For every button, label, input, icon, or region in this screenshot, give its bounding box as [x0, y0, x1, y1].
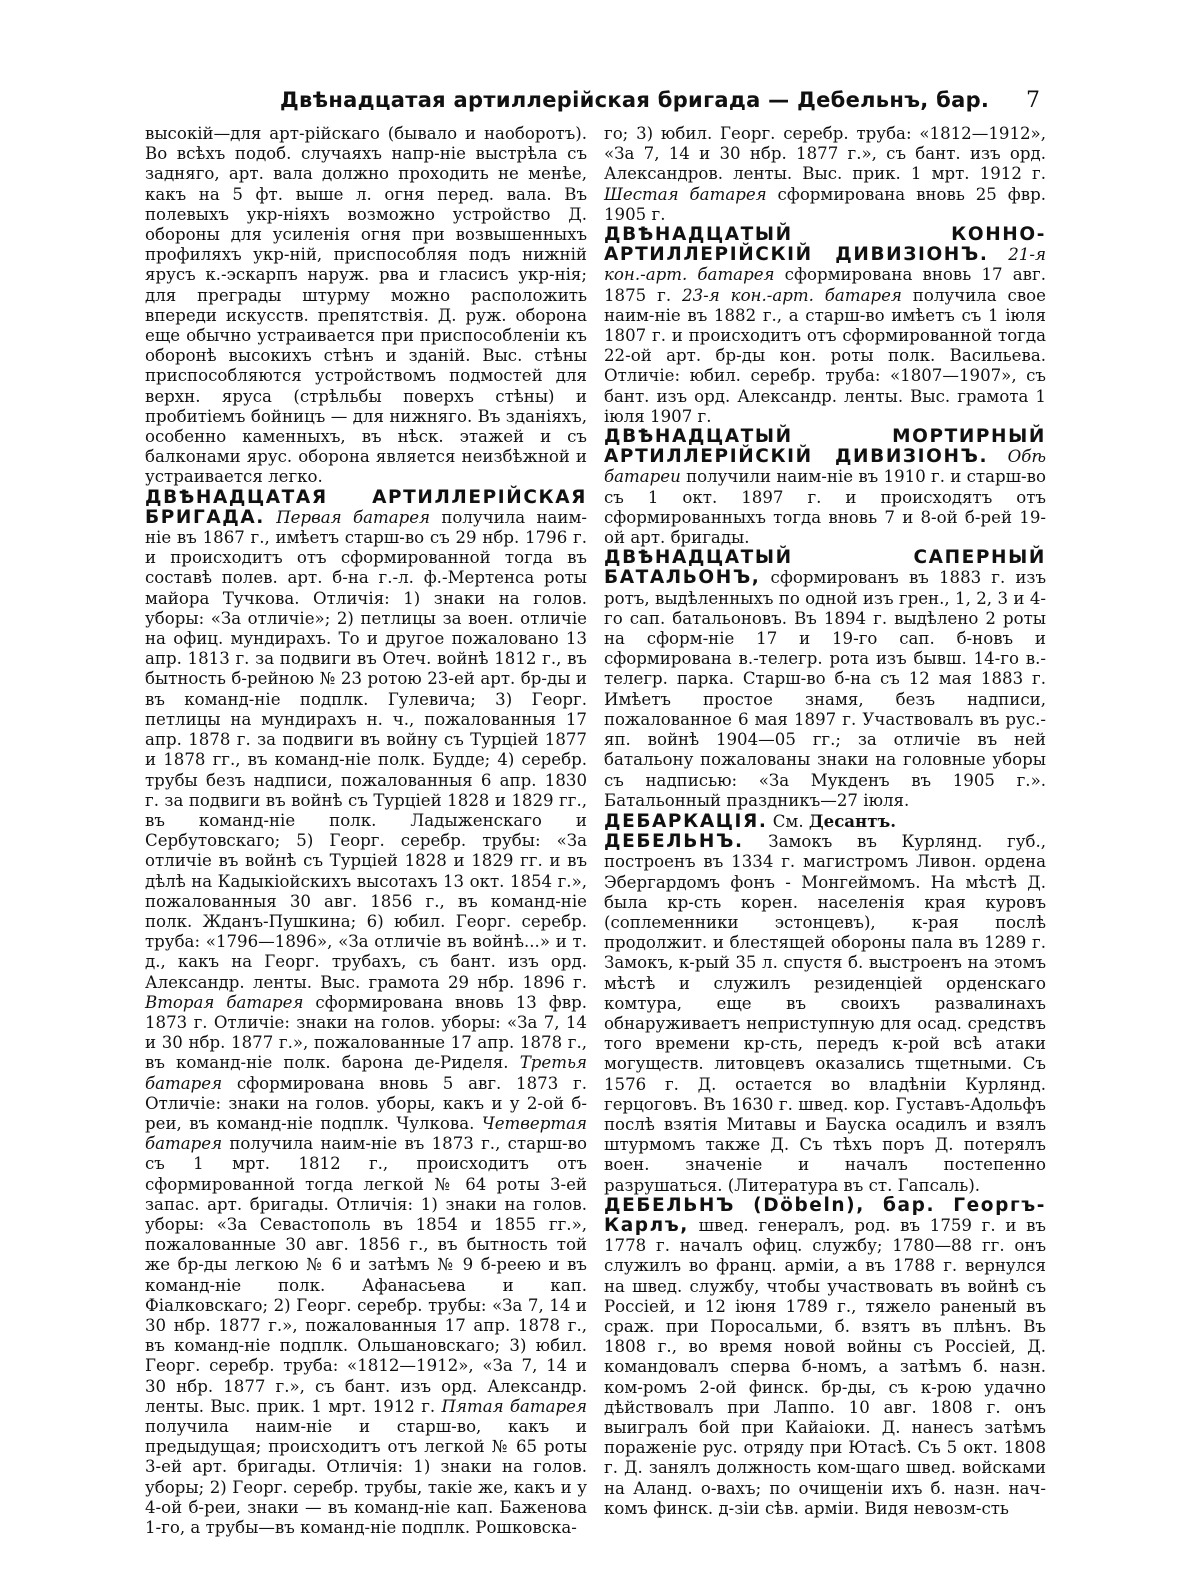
- left-column: [145, 124, 587, 1538]
- subheading: Обѣ батареи: [604, 447, 1046, 487]
- entry-headword: ДВѢНАДЦАТЫЙ МОРТИРНЫЙ АРТИЛЛЕРІЙСКІЙ ДИВИЗІОНЪ.: [604, 426, 1046, 468]
- entry-headword: ДЕБАРКАЦІЯ.: [604, 810, 768, 832]
- entry-12-mortar-artillery-division: ДВѢНАДЦАТЫЙ МОРТИРНЫЙ АРТИЛЛЕРІЙСКІЙ ДИВИЗІОНЪ. Обѣ батареи получили наим-ніе въ 1910 г. и старш-во съ 1 окт. 1897 г. и происходятъ отъ сформированныхъ тогда вновь 7 и 8-ой б-рей 19-ой арт. бригады.: [604, 426, 1046, 548]
- continued-paragraph: высокій—для арт-рійскаго (бывало и наоборотъ). Во всѣхъ подоб. случаяхъ напр-ніе выстрѣла съ задняго, арт. вала должно проходить не менѣе, какъ на 5 фт. выше л. огня перед. вала. Въ полевыхъ укр-ніяхъ возможно устройство Д. обороны для усиленія огня при возвышенныхъ профиляхъ укр-ній, приспособляя подъ нижній ярусъ к.-эскарпъ наруж. рва и гласисъ укр-нія; для преграды штурму можно расположить впереди искусств. препятствія. Д. руж. оборона еще обычно устраивается при приспособленіи къ оборонѣ высокихъ стѣнъ и зданій. Выс. стѣны приспособляются устройствомъ подмостей для верхн. яруса (стрѣльбы поверхъ стѣны) и пробитіемъ бойницъ — для нижняго. Въ зданіяхъ, особенно каменныхъ, въ нѣск. этажей и съ балконами ярус. оборона является неизбѣжной и устраивается легко.: [145, 124, 587, 487]
- continued-paragraph: го; 3) юбил. Георг. серебр. труба: «1812—1912», «За 7, 14 и 30 нбр. 1877 г.», съ бант. изъ орд. Александров. ленты. Выс. прик. 1 мрт. 1912 г. Шестая батарея сформирована вновь 25 фвр. 1905 г.: [604, 124, 1046, 224]
- subheading: Третья батарея: [145, 1053, 587, 1093]
- entry-headword: ДВѢНАДЦАТАЯ АРТИЛЛЕРІЙСКАЯ БРИГАДА.: [145, 486, 587, 528]
- running-header: [280, 88, 1040, 120]
- subheading: 23-я кон.-арт. батарея: [682, 285, 902, 305]
- cross-reference-link[interactable]: Десантъ.: [808, 810, 896, 831]
- subheading: Шестая батарея: [604, 184, 767, 204]
- page-number: 7: [1026, 88, 1040, 113]
- entry-headword: ДЕБЕЛЬНЪ (Döbeln), бар. Георгъ-Карлъ,: [604, 1194, 1046, 1236]
- entry-12-artillery-brigade: ДВѢНАДЦАТАЯ АРТИЛЛЕРІЙСКАЯ БРИГАДА. Первая батарея получила наим-ніе въ 1867 г., имѣетъ старш-во съ 29 нбр. 1796 г. и происходитъ отъ сформированной тогда въ составѣ полев. арт. б-на г.-л. ф.-Мертенса роты майора Тучкова. Отличія: 1) знаки на голов. уборы: «За отличіе»; 2) петлицы за воен. отличіе на офиц. мундирахъ. То и другое пожаловано 13 апр. 1813 г. за подвиги въ Отеч. войнѣ 1812 г., въ бытность б-рейною № 23 ротою 23-ей арт. бр-ды и въ команд-ніе подплк. Гулевича; 3) Георг. петлицы на мундирахъ н. ч., пожалованныя 17 апр. 1878 г. за подвиги въ войну съ Турціей 1877 и 1878 гг., въ команд-ніе полк. Будде; 4) серебр. трубы безъ надписи, пожалованныя 6 апр. 1830 г. за подвиги въ войнѣ съ Турціей 1828 и 1829 гг., въ команд-ніе полк. Ладыженскаго и Сербутовскаго; 5) Георг. серебр. трубы: «За отличіе въ войнѣ съ Турціей 1828 и 1829 гг. и въ дѣлѣ на Кадыкіойскихъ высотахъ 13 окт. 1854 г.», пожалованныя 30 авг. 1856 г., въ команд-ніе полк. Жданъ-Пушкина; 6) юбил. Георг. серебр. труба: «1796—1896», «За отличіе въ войнѣ...» и т. д., какъ на Георг. трубахъ, съ бант. изъ орд. Александр. ленты. Выс. грамота 29 нбр. 1896 г. Вторая батарея сформирована вновь 13 фвр. 1873 г. Отличіе: знаки на голов. уборы: «За 7, 14 и 30 нбр. 1877 г.», пожалованные 17 апр. 1878 г., въ команд-ніе полк. барона де-Риделя. Третья батарея сформирована вновь 5 авг. 1873 г. Отличіе: знаки на голов. уборы, какъ и у 2-ой б-реи, въ команд-ніе подплк. Чулкова. Четвертая батарея получила наим-ніе въ 1873 г., старш-во съ 1 мрт. 1812 г., происходитъ отъ сформированной тогда легкой № 64 роты 3-ей запас. арт. бригады. Отличія: 1) знаки на голов. уборы: «За Севастополь въ 1854 и 1855 гг.», пожалованные 30 авг. 1856 г., въ бытность той же бр-ды легкою № 6 и затѣмъ № 9 б-реею и въ команд-ніе полк. Афанасьева и кап. Фіалковскаго; 2) Георг. серебр. трубы: «За 7, 14 и 30 нбр. 1877 г.», пожалованныя 17 апр. 1878 г., въ команд-ніе подплк. Ольшановскаго; 3) юбил. Георг. серебр. труба: «1812—1912», «За 7, 14 и 30 нбр. 1877 г.», съ бант. изъ орд. Александр. ленты. Выс. прик. 1 мрт. 1912 г. Пятая батарея получила наим-ніе и старш-во, какъ и предыдущая; происходитъ отъ легкой № 65 роты 3-ей арт. бригады. Отличія: 1) знаки на голов. уборы; 2) Георг. серебр. трубы, такіе же, какъ и у 4-ой б-реи, знаки — въ команд-ніе кап. Баженова 1-го, а трубы—въ команд-ніе подплк. Рошковска-: [145, 486, 587, 1538]
- entry-headword: ДВѢНАДЦАТЫЙ КОННО-АРТИЛЛЕРІЙСКІЙ ДИВИЗІОНЪ.: [604, 224, 1046, 266]
- entry-12-sapper-battalion: ДВѢНАДЦАТЫЙ САПЕРНЫЙ БАТАЛЬОНЪ, сформированъ въ 1883 г. изъ ротъ, выдѣленныхъ по одной изъ грен., 1, 2, 3 и 4-го сап. батальоновъ. Въ 1894 г. выдѣлено 2 роты на сформ-ніе 17 и 19-го сап. б-новъ и сформирована в.-телегр. рота изъ бывш. 14-го в.-телегр. парка. Старш-во б-на съ 12 мая 1883 г. Имѣетъ простое знамя, безъ надписи, пожалованное 6 мая 1897 г. Участвовалъ въ рус.-яп. войнѣ 1904—05 гг.; за отличіе въ ней батальону пожалованы знаки на головные уборы съ надписью: «За Мукденъ въ 1905 г.». Батальонный праздникъ—27 іюля.: [604, 547, 1046, 810]
- subheading: Четвертая батарея: [145, 1113, 587, 1154]
- right-column: [604, 124, 1046, 1519]
- entry-debarkation: ДЕБАРКАЦІЯ. См. Десантъ.: [604, 810, 896, 832]
- subheading: Вторая батарея: [145, 992, 304, 1012]
- entry-debeln-baron: ДЕБЕЛЬНЪ (Döbeln), бар. Георгъ-Карлъ, швед. генералъ, род. въ 1759 г. и въ 1778 г. началъ офиц. службу; 1780—88 гг. онъ служилъ во франц. арміи, а въ 1788 г. вернулся на швед. службу, чтобы участвовать въ войнѣ съ Россіей, и 12 іюня 1789 г., тяжело раненый въ сраж. при Поросальми, б. взятъ въ плѣнъ. Въ 1808 г., во время новой войны съ Россіей, Д. командовалъ сперва б-номъ, а затѣмъ б. назн. ком-ромъ 2-ой финск. бр-ды, съ к-рою удачно дѣйствовалъ при Лаппо. 10 авг. 1808 г. онъ выигралъ бой при Кайаіоки. Д. нанесъ затѣмъ пораженіе рус. отряду при Ютасѣ. Съ 5 окт. 1808 г. Д. занялъ должность ком-щаго швед. войсками на Аланд. о-вахъ; по очищеніи ихъ б. назн. нач-комъ финск. д-зіи сѣв. арміи. Видя невозм-сть: [604, 1194, 1046, 1518]
- entry-headword: ДЕБЕЛЬНЪ.: [604, 831, 744, 853]
- subheading: Пятая батарея: [441, 1396, 587, 1416]
- entry-debeln-castle: ДЕБЕЛЬНЪ. Замокъ въ Курлянд. губ., построенъ въ 1334 г. магистромъ Ливон. ордена Эбергардомъ фонъ - Монгеймомъ. На мѣстѣ Д. была кр-сть корен. населенія края куровъ (соплеменники эстонцевъ), к-рая послѣ продолжит. и блестящей обороны пала въ 1289 г. Замокъ, к-рый 35 л. спустя б. выстроенъ на этомъ мѣстѣ и служилъ резиденціей орденскаго комтура, еще въ своихъ развалинахъ обнаруживаетъ неприступную для осад. средствъ того времени кр-сть, передъ к-рой всѣ атаки могуществ. литовцевъ оказались тщетными. Съ 1576 г. Д. остается во владѣніи Курлянд. герцоговъ. Въ 1630 г. швед. кор. Густавъ-Адольфъ послѣ взятія Митавы и Бауска осадилъ и взялъ штурмомъ также Д. Съ тѣхъ поръ Д. потерялъ воен. значеніе и началъ постепенно разрушаться. (Литература въ ст. Гапсаль).: [604, 831, 1046, 1195]
- subheading: Первая батарея: [276, 507, 431, 527]
- entry-headword: ДВѢНАДЦАТЫЙ САПЕРНЫЙ БАТАЛЬОНЪ,: [604, 547, 1046, 589]
- entry-12-horse-artillery-division: ДВѢНАДЦАТЫЙ КОННО-АРТИЛЛЕРІЙСКІЙ ДИВИЗІОНЪ. 21-я кон.-арт. батарея сформирована вновь 17 авг. 1875 г. 23-я кон.-арт. батарея получила свое наим-ніе въ 1882 г., а старш-во имѣетъ съ 1 іюля 1807 г. и происходитъ отъ сформированной тогда 22-ой арт. бр-ды кон. роты полк. Васильева. Отличіе: юбил. серебр. труба: «1807—1907», съ бант. изъ орд. Александр. ленты. Выс. грамота 1 іюля 1907 г.: [604, 224, 1046, 426]
- subheading: 21-я кон.-арт. батарея: [604, 245, 1046, 285]
- running-title: Двѣнадцатая артиллерійская бригада — Дебельнъ, бар.: [280, 88, 990, 112]
